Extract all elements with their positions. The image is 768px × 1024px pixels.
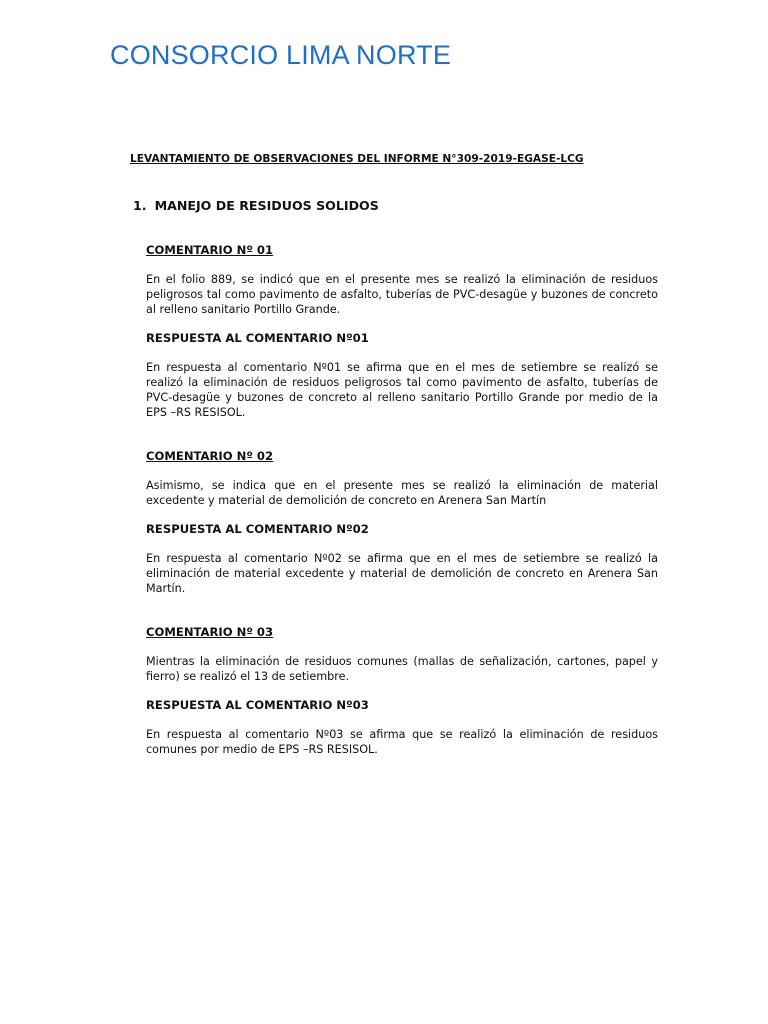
response-paragraph [146,360,658,420]
comment-heading-text: COMENTARIO Nº 02 [146,449,274,463]
response-heading [146,331,658,345]
response-paragraph [146,727,658,757]
response-heading [146,698,658,712]
comment-text: Mientras la eliminación de residuos comunes (mallas de señalización, cartones, papel y fierro) se realizó el 13 de setiembre. [146,655,658,683]
company-name: CONSORCIO LIMA NORTE [110,40,452,70]
comment-paragraph [146,478,658,508]
response-paragraph [146,551,658,596]
document-title: LEVANTAMIENTO DE OBSERVACIONES DEL INFORME N°309-2019-EGASE-LCG [130,153,584,165]
response-heading-text: RESPUESTA AL COMENTARIO Nº03 [146,698,369,712]
comment-heading [146,243,658,257]
comment-text: En el folio 889, se indicó que en el presente mes se realizó la eliminación de residuos peligrosos tal como pavimento de asfalto, tuberías de PVC-desagüe y buzones de concreto al relleno sanitario Portillo Grande. [146,273,658,316]
response-heading [146,522,658,536]
section-number: 1. [133,198,147,213]
section-heading [133,198,379,213]
comment-heading [146,449,658,463]
response-heading-text: RESPUESTA AL COMENTARIO Nº02 [146,522,369,536]
comment-heading-text: COMENTARIO Nº 03 [146,625,274,639]
response-heading-text: RESPUESTA AL COMENTARIO Nº01 [146,331,369,345]
comment-paragraph [146,272,658,317]
response-text: En respuesta al comentario Nº01 se afirma que en el mes de setiembre se realizó se realizó la eliminación de residuos peligrosos tal como pavimento de asfalto, tuberías de PVC-desagüe y buzones de concreto al relleno sanitario Portillo Grande por medio de la EPS –RS RESISOL. [146,361,658,419]
response-text: En respuesta al comentario Nº02 se afirma que en el mes de setiembre se realizó la eliminación de material excedente y material de demolición de concreto en Arenera San Martín. [146,552,658,595]
comment-heading-text: COMENTARIO Nº 01 [146,243,274,257]
response-text: En respuesta al comentario Nº03 se afirma que se realizó la eliminación de residuos comunes por medio de EPS –RS RESISOL. [146,728,658,756]
comment-paragraph [146,654,658,684]
comment-text: Asimismo, se indica que en el presente mes se realizó la eliminación de material excedente y material de demolición de concreto en Arenera San Martín [146,479,658,507]
section-title: MANEJO DE RESIDUOS SOLIDOS [154,198,379,213]
comment-heading [146,625,658,639]
